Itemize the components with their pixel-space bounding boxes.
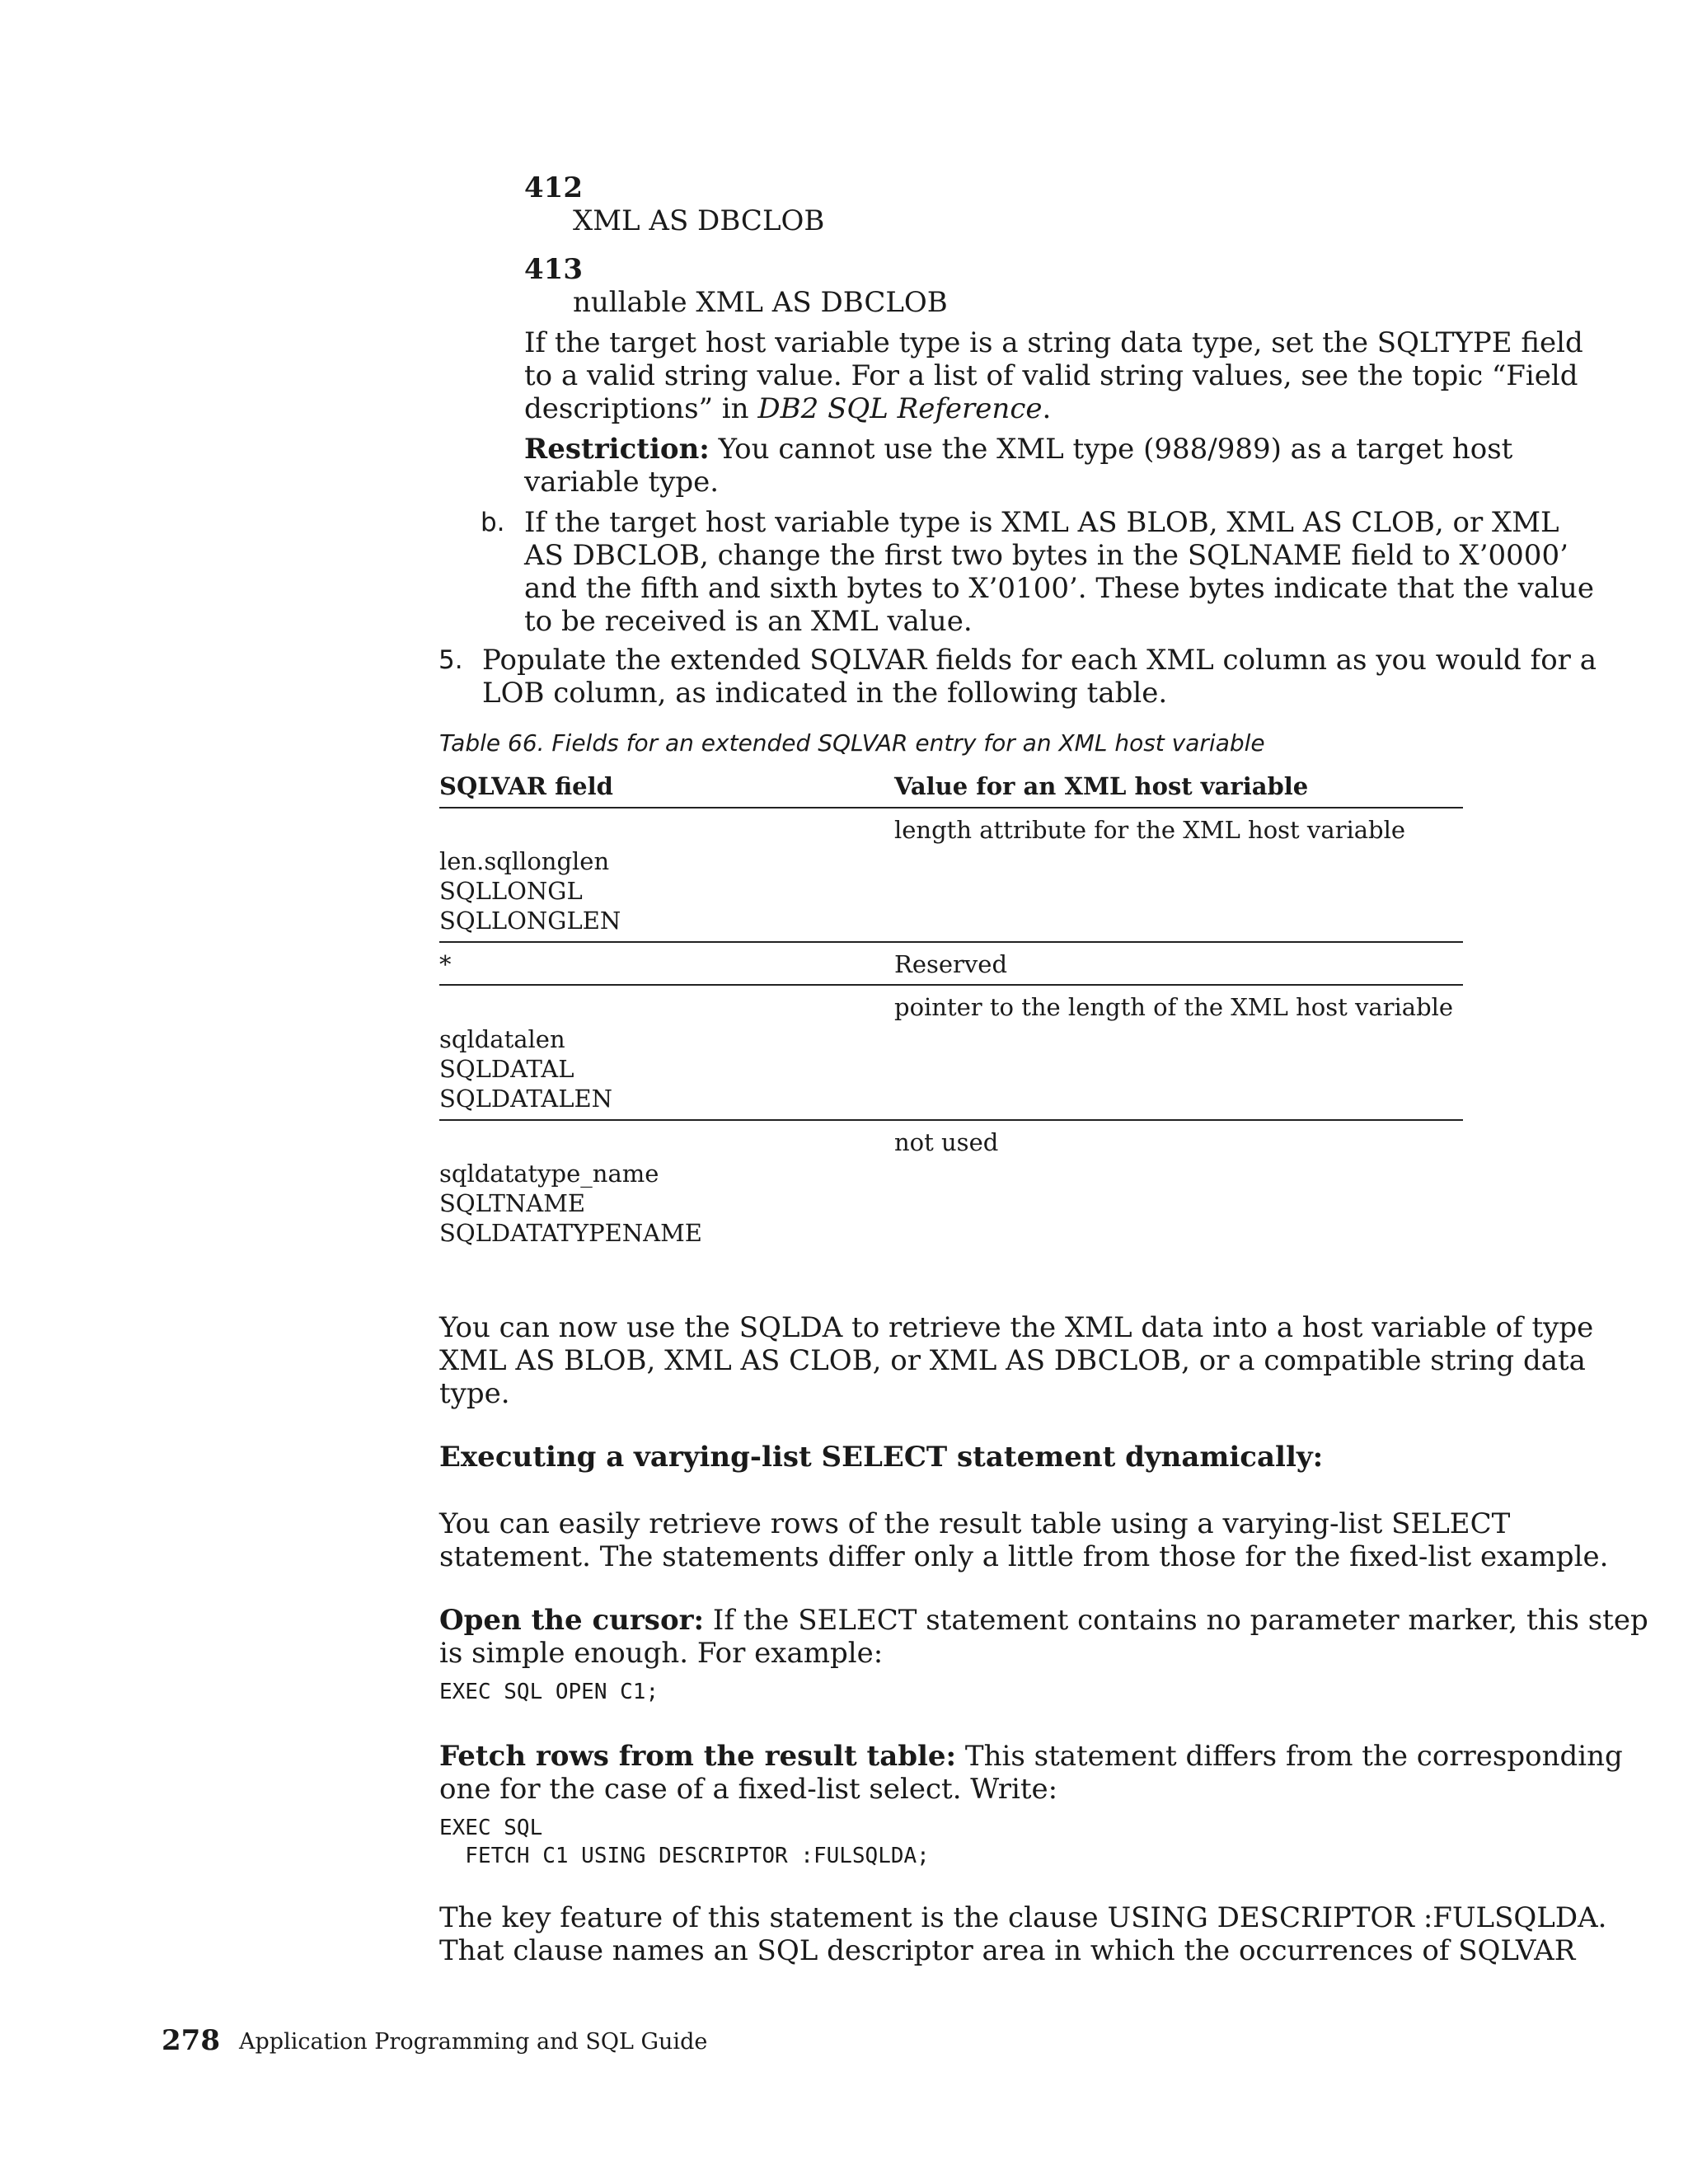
reference-title: DB2 SQL Reference <box>757 392 1043 425</box>
table-cell-value: Reserved <box>894 950 1008 978</box>
code-412: 412 <box>524 171 583 204</box>
table-header-rule <box>439 807 1463 808</box>
book-title: Application Programming and SQL Guide <box>239 2029 708 2055</box>
fetch-label: Fetch rows from the result table: <box>439 1740 957 1773</box>
code-413: 413 <box>524 253 583 286</box>
table-cell-value: length attribute for the XML host variable <box>894 816 1406 844</box>
restriction-note: Restriction: You cannot use the XML type (988/989) as a target host variable type. <box>524 433 1513 499</box>
code-fetch: EXEC SQL FETCH C1 USING DESCRIPTOR :FULSQLDA; <box>439 1816 930 1868</box>
table-cell-field: sqldatatype_name SQLTNAME SQLDATATYPENAME <box>439 1160 702 1247</box>
section-heading: Executing a varying-list SELECT statement dynamically: <box>439 1441 1324 1474</box>
table-caption: Table 66. Fields for an extended SQLVAR entry for an XML host variable <box>439 729 1265 757</box>
table-header-field: SQLVAR field <box>439 772 613 800</box>
desc-413: nullable XML AS DBCLOB <box>573 286 948 319</box>
desc-412: XML AS DBCLOB <box>573 204 825 237</box>
page-number: 278 <box>162 2024 220 2057</box>
para-easily: You can easily retrieve rows of the result table using a varying-list SELECT statement. The statements differ only a little from those for the fixed-list example. <box>439 1507 1609 1573</box>
restriction-label: Restriction: <box>524 433 710 466</box>
table-cell-field: len.sqllonglen SQLLONGL SQLLONGLEN <box>439 847 621 935</box>
table-cell-value: not used <box>894 1128 999 1156</box>
table-header-value: Value for an XML host variable <box>894 772 1309 800</box>
table-cell-field: sqldatalen SQLDATAL SQLDATALEN <box>439 1025 613 1113</box>
code-open: EXEC SQL OPEN C1; <box>439 1680 659 1704</box>
open-cursor-label: Open the cursor: <box>439 1604 705 1637</box>
table-cell-field: * <box>439 950 452 978</box>
table-row-rule <box>439 1119 1463 1121</box>
table-row-rule <box>439 984 1463 986</box>
table-cell-value: pointer to the length of the XML host variable <box>894 993 1454 1021</box>
item-b-marker: b. <box>481 508 505 537</box>
item-5-marker: 5. <box>438 645 463 675</box>
para-now: You can now use the SQLDA to retrieve the XML data into a host variable of type XML AS BLOB, XML AS CLOB, or XML AS DBCLOB, or a compatible string data type. <box>439 1311 1594 1410</box>
para-fetch: Fetch rows from the result table: This statement differs from the corresponding one for the case of a fixed-list select. Write: <box>439 1740 1623 1806</box>
item-b-text: If the target host variable type is XML AS BLOB, XML AS CLOB, or XML AS DBCLOB, change the first two bytes in the SQLNAME field to X’0000’ and the fifth and sixth bytes to X’0100’. These bytes indicate that the value to be received is an XML value. <box>524 506 1594 638</box>
table-row-rule <box>439 941 1463 943</box>
item-5-text: Populate the extended SQLVAR fields for each XML column as you would for a LOB column, as indicated in the following table. <box>482 644 1597 710</box>
para-key: The key feature of this statement is the clause USING DESCRIPTOR :FULSQLDA. That clause names an SQL descriptor area in which the occurrences of SQLVAR <box>439 1901 1607 1967</box>
para-open-cursor: Open the cursor: If the SELECT statement contains no parameter marker, this step is simple enough. For example: <box>439 1604 1648 1670</box>
para-string-type: If the target host variable type is a string data type, set the SQLTYPE field to a valid string value. For a list of valid string values, see the topic “Field descriptions” in DB2 SQL Reference. <box>524 326 1583 425</box>
